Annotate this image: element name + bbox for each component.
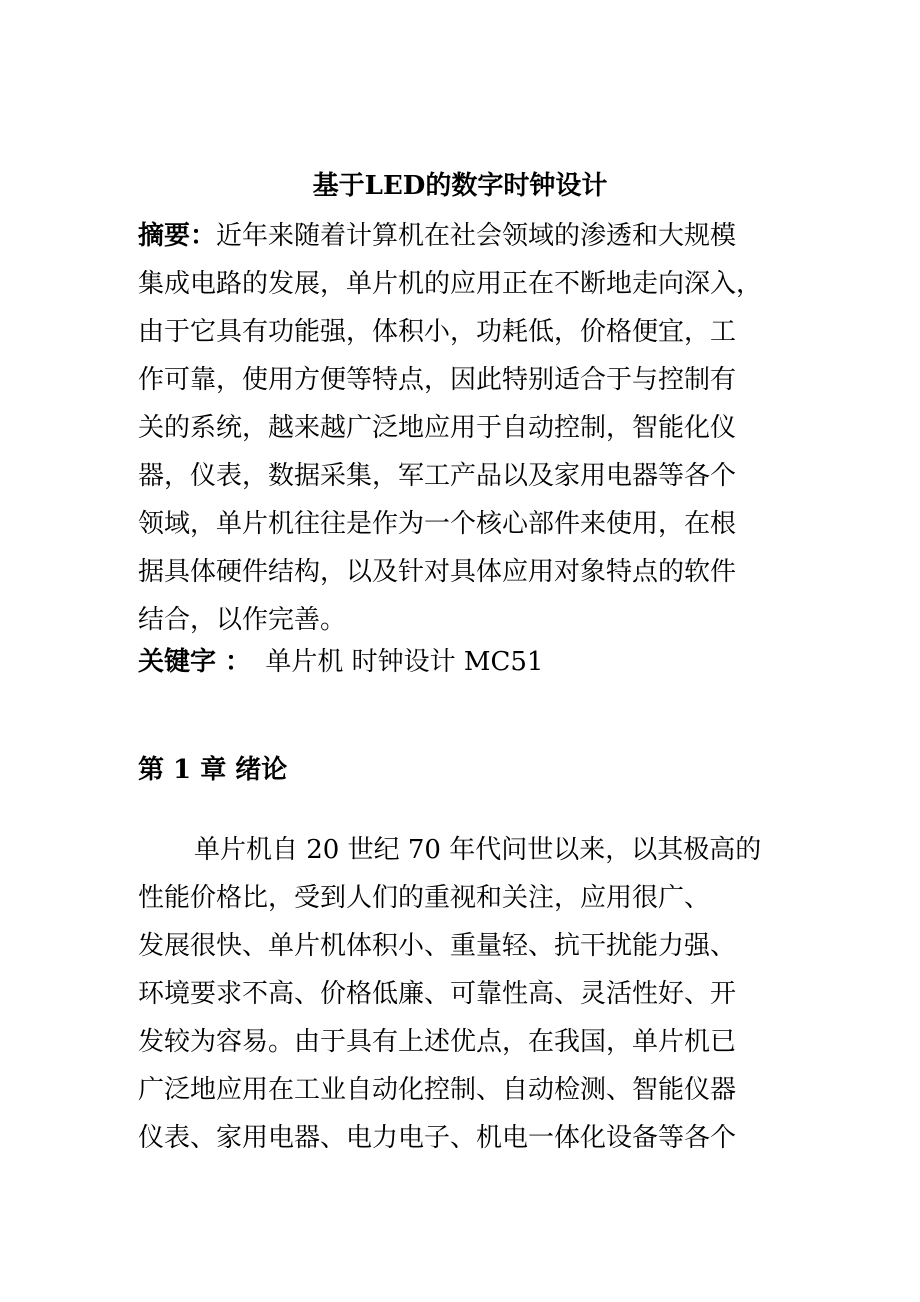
abstract-line: 器，仪表，数据采集，军工产品以及家用电器等各个 xyxy=(138,461,737,491)
body-line: 仪表、家用电器、电力电子、机电一体化设备等各个 xyxy=(138,1123,737,1153)
abstract-line: 由于它具有功能强，体积小，功耗低，价格便宜，工 xyxy=(138,317,737,347)
abstract-line: 结合，以作完善。 xyxy=(138,605,347,635)
abstract-label: 摘要： xyxy=(138,221,217,251)
body-line: 发较为容易。由于具有上述优点，在我国，单片机已 xyxy=(138,1027,737,1057)
abstract-text: 近年来随着计算机在社会领域的渗透和大规模 xyxy=(216,221,737,251)
keywords-value: 单片机 时钟设计 MC51 xyxy=(257,647,544,677)
abstract-line xyxy=(138,212,798,260)
keywords-line xyxy=(138,638,543,686)
abstract-line: 集成电路的发展，单片机的应用正在不断地走向深入， xyxy=(138,269,763,299)
abstract-line: 据具体硬件结构，以及针对具体应用对象特点的软件 xyxy=(138,557,737,587)
body-line: 单片机自 20 世纪 70 年代问世以来，以其极高的 xyxy=(194,835,762,865)
chapter-body xyxy=(138,826,798,1162)
chapter-heading: 第 1 章 绪论 xyxy=(138,755,288,785)
abstract-section xyxy=(138,212,798,644)
abstract-line: 领域，单片机往往是作为一个核心部件来使用，在根 xyxy=(138,509,737,539)
document-title: 基于LED的数字时钟设计 xyxy=(312,171,608,201)
body-line: 发展很快、单片机体积小、重量轻、抗干扰能力强、 xyxy=(138,931,737,961)
body-line: 广泛地应用在工业自动化控制、自动检测、智能仪器 xyxy=(138,1075,737,1105)
abstract-line: 关的系统，越来越广泛地应用于自动控制，智能化仪 xyxy=(138,413,737,443)
body-line: 性能价格比，受到人们的重视和关注，应用很广、 xyxy=(138,883,711,913)
abstract-line: 作可靠，使用方便等特点，因此特别适合于与控制有 xyxy=(138,365,737,395)
keywords-label: 关键字 ： xyxy=(138,647,252,677)
body-line: 环境要求不高、价格低廉、可靠性高、灵活性好、开 xyxy=(138,979,737,1009)
